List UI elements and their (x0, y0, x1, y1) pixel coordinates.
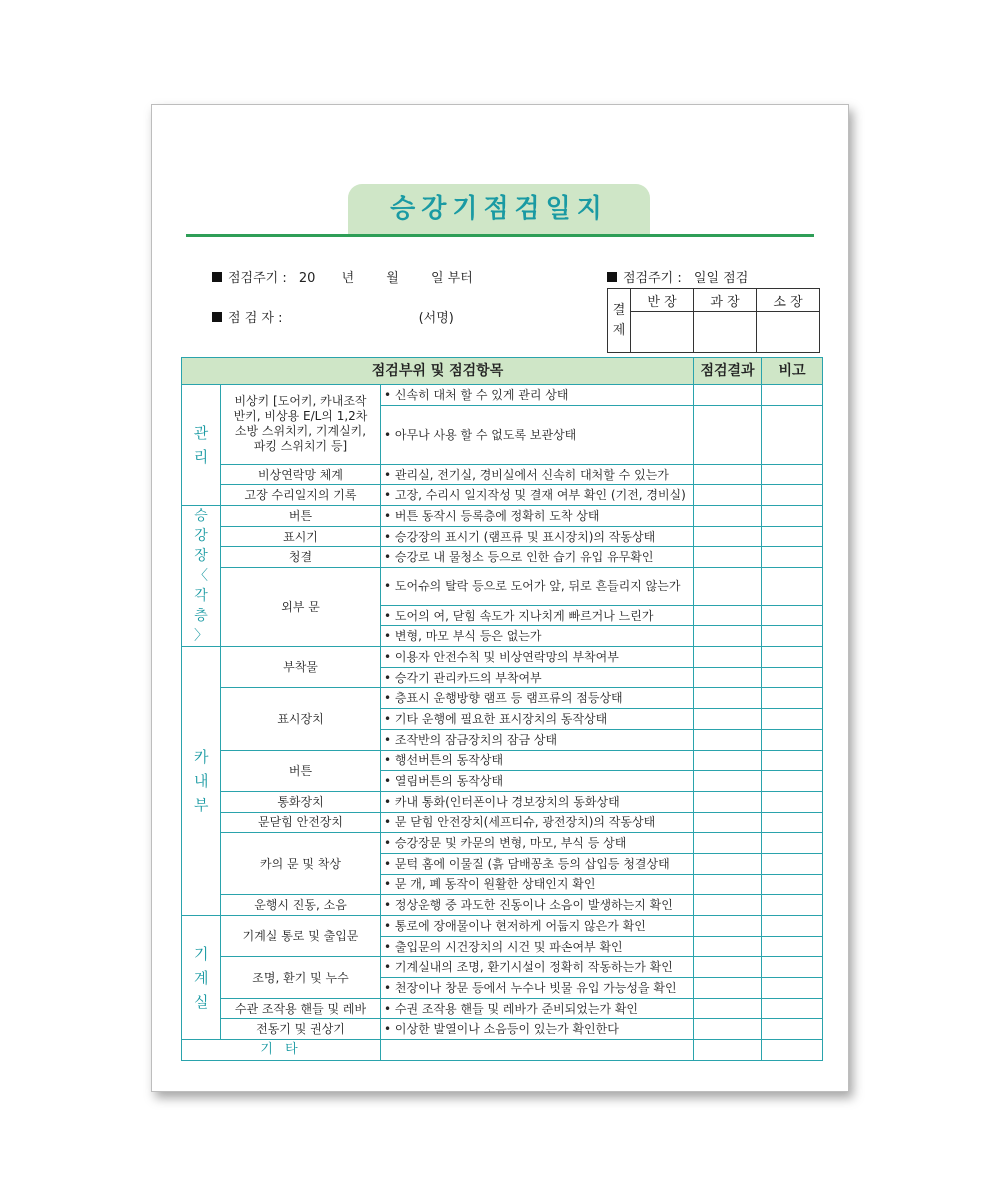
bullet-square-icon (212, 272, 222, 282)
note-cell[interactable] (762, 526, 823, 547)
item-cell: • 이상한 발열이나 소음등이 있는가 확인한다 (381, 1019, 694, 1040)
result-cell[interactable] (694, 812, 762, 833)
bullet-square-icon (607, 272, 617, 282)
note-cell[interactable] (762, 957, 823, 978)
table-row (182, 526, 823, 547)
item-cell: • 기계실내의 조명, 환기시설이 정확히 작동하는가 확인 (381, 957, 694, 978)
item-cell: • 도어의 여, 닫힘 속도가 지나치게 빠르거나 느린가 (381, 605, 694, 626)
note-cell[interactable] (762, 667, 823, 688)
part-cell: 문닫힘 안전장치 (221, 812, 381, 833)
unit-year: 년 (341, 271, 355, 286)
part-cell: 운행시 진동, 소음 (221, 895, 381, 916)
inspection-table (181, 357, 823, 1061)
result-cell[interactable] (694, 506, 762, 527)
result-cell[interactable] (694, 998, 762, 1019)
approval-sign-cell[interactable] (757, 312, 820, 353)
result-cell[interactable] (694, 833, 762, 854)
approval-role: 과 장 (694, 289, 757, 312)
item-cell: • 신속히 대처 할 수 있게 관리 상태 (381, 385, 694, 406)
inspector-label: 점 검 자 : (228, 311, 283, 326)
part-cell: 전동기 및 권상기 (221, 1019, 381, 1040)
table-row (182, 998, 823, 1019)
header-result: 점검결과 (694, 358, 762, 385)
item-cell: • 아무나 사용 할 수 없도록 보관상태 (381, 405, 694, 464)
category-management: 관 리 (182, 385, 221, 506)
note-cell[interactable] (762, 791, 823, 812)
period-year: 20 (298, 271, 316, 286)
item-cell: • 승강로 내 물청소 등으로 인한 습기 유입 유무확인 (381, 547, 694, 568)
unit-month: 월 (386, 271, 399, 286)
note-cell[interactable] (762, 998, 823, 1019)
inspector-row (212, 307, 454, 326)
note-cell[interactable] (762, 485, 823, 506)
item-cell: • 조작반의 잠금장치의 잠금 상태 (381, 729, 694, 750)
note-cell[interactable] (762, 812, 823, 833)
bullet-square-icon (212, 312, 222, 322)
result-cell[interactable] (694, 916, 762, 937)
item-cell: • 도어슈의 탈락 등으로 도어가 앞, 뒤로 흔들리지 않는가 (381, 568, 694, 606)
note-cell[interactable] (762, 895, 823, 916)
cycle-label: 점검주기 : (623, 271, 682, 286)
table-row (182, 1019, 823, 1040)
note-cell[interactable] (762, 1040, 823, 1061)
result-cell[interactable] (694, 647, 762, 668)
approval-sign-cell[interactable] (694, 312, 757, 353)
part-cell: 표시장치 (221, 688, 381, 750)
result-cell[interactable] (694, 605, 762, 626)
table-row (182, 791, 823, 812)
item-cell: • 수권 조작용 핸들 및 레바가 준비되었는가 확인 (381, 998, 694, 1019)
note-cell[interactable] (762, 464, 823, 485)
note-cell[interactable] (762, 853, 823, 874)
table-row (182, 506, 823, 527)
period-label: 점검주기 : (228, 271, 287, 286)
note-cell[interactable] (762, 1019, 823, 1040)
approval-role: 반 장 (631, 289, 694, 312)
item-cell: • 정상운행 중 과도한 진동이나 소음이 발생하는지 확인 (381, 895, 694, 916)
item-cell: • 승강장문 및 카문의 변형, 마모, 부식 등 상태 (381, 833, 694, 854)
note-cell[interactable] (762, 547, 823, 568)
note-cell[interactable] (762, 833, 823, 854)
etc-label: 기 타 (182, 1040, 381, 1061)
note-cell[interactable] (762, 916, 823, 937)
result-cell[interactable] (694, 1040, 762, 1061)
result-cell[interactable] (694, 791, 762, 812)
note-cell[interactable] (762, 605, 823, 626)
table-row (182, 895, 823, 916)
item-cell: • 기타 운행에 필요한 표시장치의 동작상태 (381, 709, 694, 730)
note-cell[interactable] (762, 709, 823, 730)
title-underline (186, 234, 814, 237)
item-cell: • 행선버튼의 동작상태 (381, 750, 694, 771)
result-cell[interactable] (694, 626, 762, 647)
note-cell[interactable] (762, 771, 823, 792)
result-cell[interactable] (694, 485, 762, 506)
result-cell[interactable] (694, 936, 762, 957)
part-cell: 카의 문 및 착상 (221, 833, 381, 895)
table-row (182, 547, 823, 568)
part-cell: 통화장치 (221, 791, 381, 812)
item-cell: • 천장이나 창문 등에서 누수나 빗물 유입 가능성을 확인 (381, 978, 694, 999)
note-cell[interactable] (762, 647, 823, 668)
result-cell[interactable] (694, 1019, 762, 1040)
table-row (182, 1040, 823, 1061)
item-cell: • 이용자 안전수칙 및 비상연락망의 부착여부 (381, 647, 694, 668)
category-machine-room: 기 계 실 (182, 916, 221, 1040)
item-cell: • 출입문의 시건장치의 시건 및 파손여부 확인 (381, 936, 694, 957)
item-cell: • 변형, 마모 부식 등은 없는가 (381, 626, 694, 647)
table-row (182, 916, 823, 937)
part-cell: 비상키 [도어키, 카내조작반키, 비상용 E/L의 1,2차소방 스위치키, 기계실키, 파킹 스위치기 등] (221, 385, 381, 465)
category-landing: 승 강 장 〈 각 층 〉 (182, 506, 221, 647)
note-cell[interactable] (762, 405, 823, 464)
table-row (182, 485, 823, 506)
note-cell[interactable] (762, 874, 823, 895)
item-cell: • 승각기 관리카드의 부착여부 (381, 667, 694, 688)
part-cell: 비상연락망 체계 (221, 464, 381, 485)
table-row (182, 957, 823, 978)
result-cell[interactable] (694, 750, 762, 771)
result-cell[interactable] (694, 385, 762, 406)
result-cell[interactable] (694, 405, 762, 464)
result-cell[interactable] (694, 709, 762, 730)
title-tab (348, 184, 650, 234)
item-cell: • 문턱 홈에 이물질 (흙 담배꽁초 등의 삽입등 청결상태 (381, 853, 694, 874)
table-row (182, 833, 823, 854)
signature-label: (서명) (418, 311, 454, 326)
note-cell[interactable] (762, 750, 823, 771)
result-cell[interactable] (694, 771, 762, 792)
note-cell[interactable] (762, 936, 823, 957)
approval-sign-cell[interactable] (631, 312, 694, 353)
item-cell: • 승강장의 표시기 (램프류 및 표시장치)의 작동상태 (381, 526, 694, 547)
page-title: 승강기점검일지 (390, 194, 608, 224)
result-cell[interactable] (694, 895, 762, 916)
result-cell[interactable] (694, 729, 762, 750)
result-cell[interactable] (694, 978, 762, 999)
part-cell: 표시기 (221, 526, 381, 547)
approval-box (607, 288, 820, 353)
table-row (182, 812, 823, 833)
note-cell[interactable] (762, 729, 823, 750)
item-cell: • 문 개, 폐 동작이 원활한 상태인지 확인 (381, 874, 694, 895)
table-row (182, 568, 823, 606)
part-cell: 버튼 (221, 506, 381, 527)
table-row (182, 750, 823, 771)
table-row (182, 464, 823, 485)
part-cell: 수관 조작용 핸들 및 레바 (221, 998, 381, 1019)
note-cell[interactable] (762, 626, 823, 647)
result-cell[interactable] (694, 853, 762, 874)
note-cell[interactable] (762, 506, 823, 527)
result-cell[interactable] (694, 464, 762, 485)
part-cell: 청결 (221, 547, 381, 568)
item-cell: • 카내 통화(인터폰이나 경보장치의 동화상태 (381, 791, 694, 812)
item-cell: • 고장, 수리시 일지작성 및 결재 여부 확인 (기전, 경비실) (381, 485, 694, 506)
result-cell[interactable] (694, 957, 762, 978)
result-cell[interactable] (694, 568, 762, 606)
result-cell[interactable] (694, 667, 762, 688)
part-cell: 기계실 통로 및 출입문 (221, 916, 381, 957)
inspection-log-sheet (151, 104, 849, 1092)
result-cell[interactable] (694, 526, 762, 547)
note-cell[interactable] (762, 978, 823, 999)
period-row (212, 267, 473, 286)
item-cell: • 층표시 운행방향 램프 등 램프류의 점등상태 (381, 688, 694, 709)
part-cell: 외부 문 (221, 568, 381, 647)
table-header (182, 358, 823, 385)
part-cell: 부착물 (221, 647, 381, 688)
note-cell[interactable] (762, 385, 823, 406)
result-cell[interactable] (694, 874, 762, 895)
cycle-value: 일일 점검 (693, 271, 749, 286)
unit-day: 일 부터 (430, 271, 473, 286)
cycle-row (607, 267, 748, 286)
result-cell[interactable] (694, 688, 762, 709)
part-cell: 조명, 환기 및 누수 (221, 957, 381, 998)
table-row (182, 647, 823, 668)
note-cell[interactable] (762, 568, 823, 606)
approval-label: 결 제 (608, 289, 631, 353)
table-row (182, 688, 823, 709)
note-cell[interactable] (762, 688, 823, 709)
item-cell: • 열림버튼의 동작상태 (381, 771, 694, 792)
part-cell: 고장 수리일지의 기록 (221, 485, 381, 506)
item-cell: • 관리실, 전기실, 경비실에서 신속히 대처할 수 있는가 (381, 464, 694, 485)
item-cell: • 문 닫힘 안전장치(세프티슈, 광전장치)의 작동상태 (381, 812, 694, 833)
item-cell: • 버튼 동작시 등록층에 정확히 도착 상태 (381, 506, 694, 527)
header-note: 비고 (762, 358, 823, 385)
result-cell[interactable] (694, 547, 762, 568)
table-row (182, 385, 823, 406)
item-cell: • 통로에 장애물이나 현저하게 어둡지 않은가 확인 (381, 916, 694, 937)
approval-role: 소 장 (757, 289, 820, 312)
etc-item-cell[interactable] (381, 1040, 694, 1061)
category-car: 카 내 부 (182, 647, 221, 916)
header-items: 점검부위 및 점검항목 (182, 358, 694, 385)
part-cell: 버튼 (221, 750, 381, 791)
